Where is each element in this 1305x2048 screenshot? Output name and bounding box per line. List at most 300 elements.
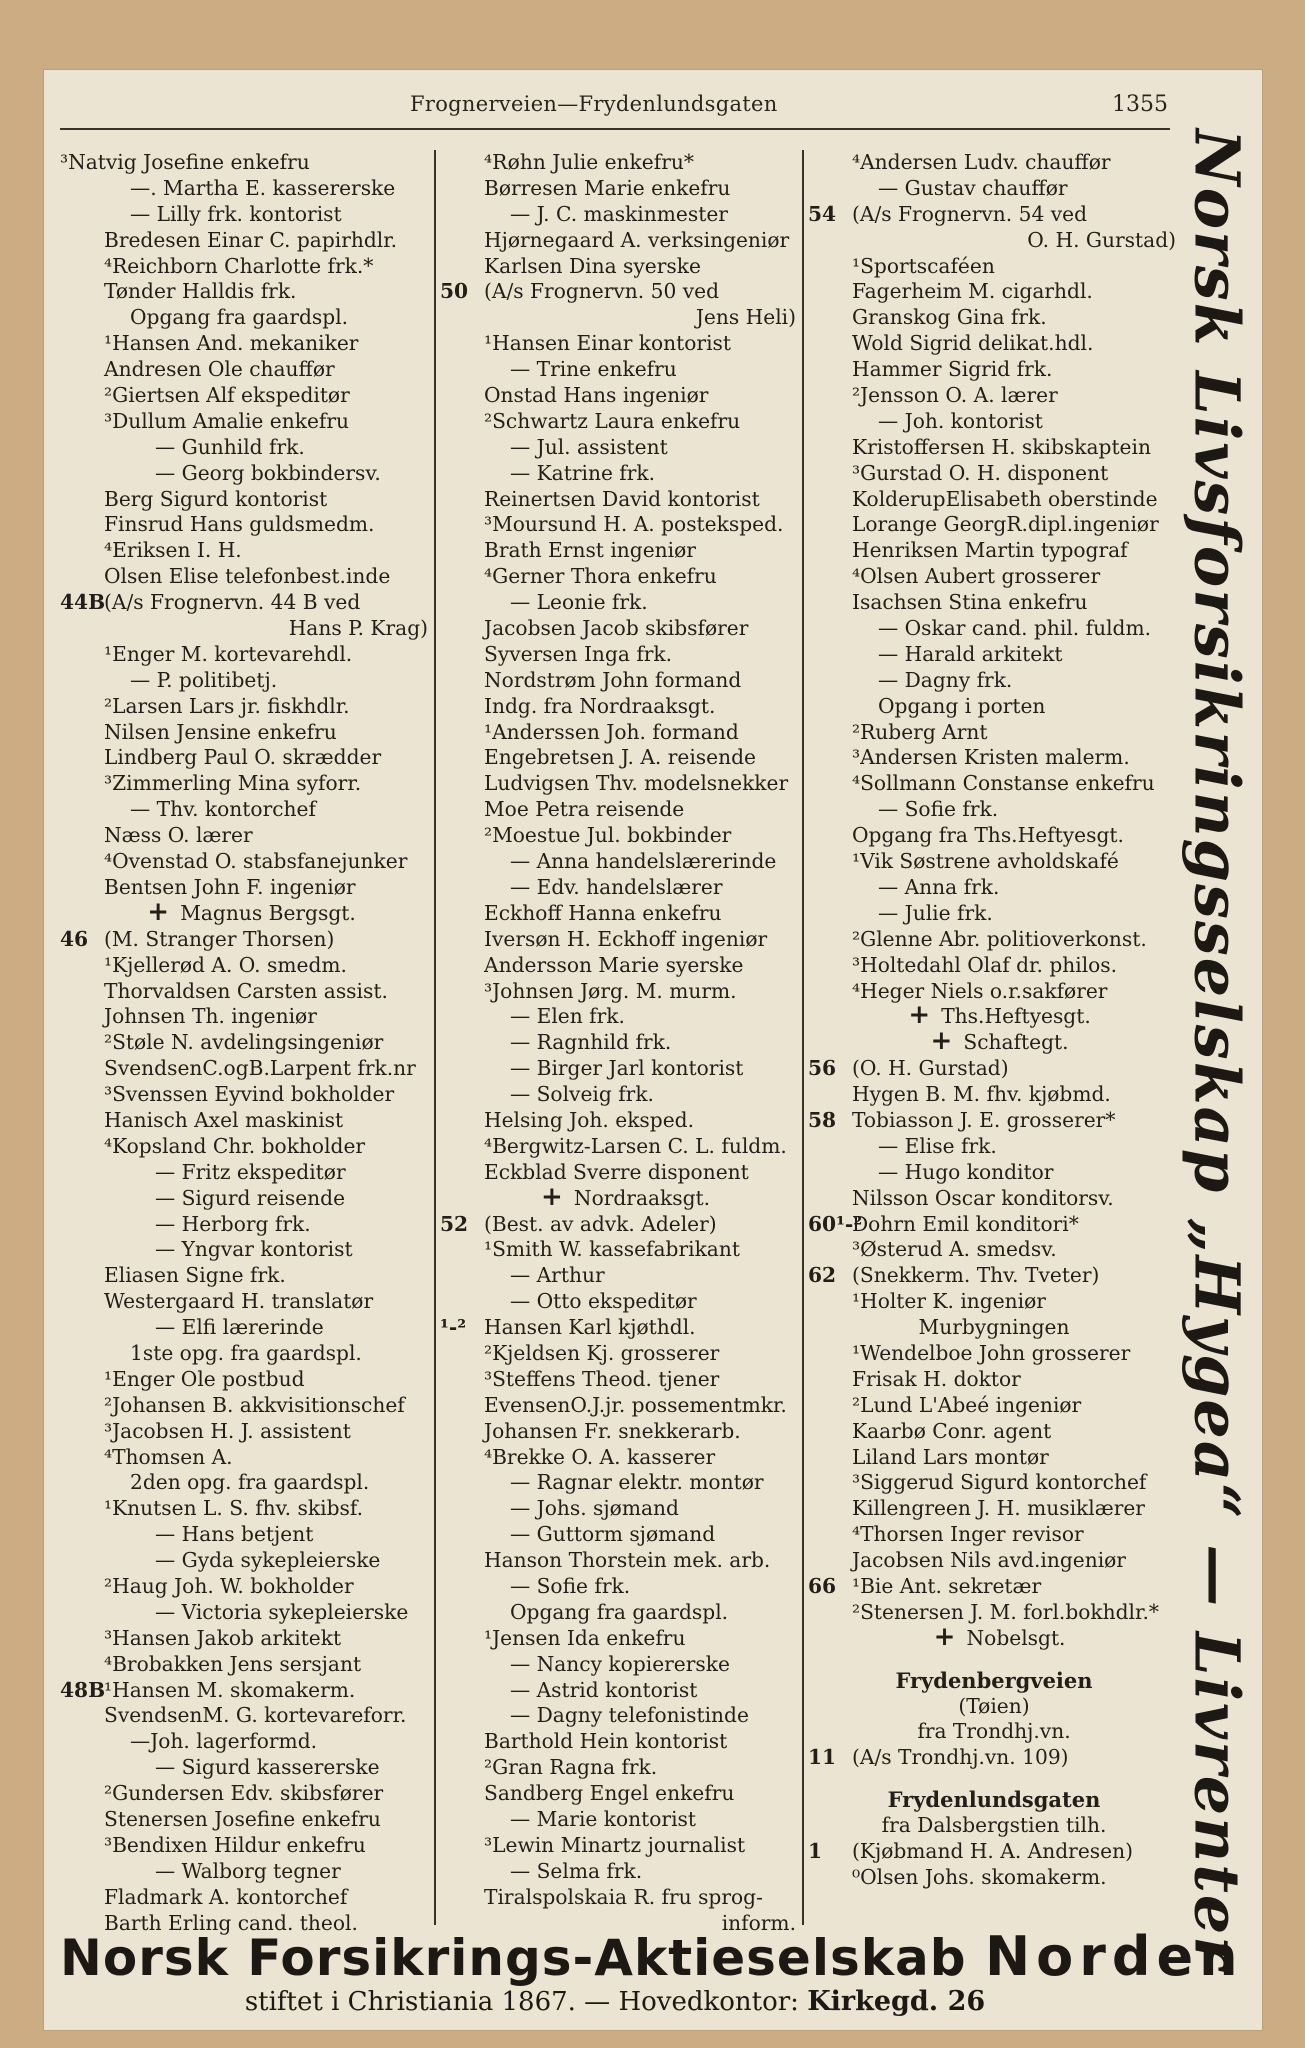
directory-line: [808, 927, 1180, 953]
directory-line: [60, 849, 432, 875]
directory-line: [440, 668, 800, 694]
entry-text: Finsrud Hans guldsmedm.: [104, 512, 375, 537]
directory-line: [808, 1000, 1180, 1031]
entry-text: Dohrn Emil konditori*: [852, 1211, 1079, 1236]
cross-street-marker: +: [541, 1181, 563, 1212]
directory-line: [60, 228, 432, 254]
bottom-ad-company-name: Norden: [984, 1925, 1244, 1988]
entry-text: ¹Hansen And. mekaniker: [104, 331, 359, 356]
directory-line: [440, 771, 800, 797]
directory-line: [60, 1108, 432, 1134]
entry-text: fra Dalsbergstien tilh.: [881, 1813, 1107, 1838]
directory-line: [440, 331, 800, 357]
entry-text: SvendsenC.ogB.Larpent frk.nr: [104, 1056, 416, 1081]
entry-text: — Sofie frk.: [878, 797, 999, 822]
directory-line: [440, 1626, 800, 1652]
directory-line: [60, 1859, 432, 1885]
directory-line: [440, 512, 800, 538]
directory-line: [60, 1082, 432, 1108]
entry-text: ⁴Sollmann Constanse enkefru: [852, 771, 1155, 796]
cross-street-marker: +: [930, 1026, 953, 1057]
entry-text: ¹Anderssen Joh. formand: [484, 719, 739, 744]
directory-line: [808, 1445, 1180, 1471]
directory-line: [808, 1341, 1180, 1367]
entry-text: ¹Wendelboe John grosserer: [852, 1340, 1131, 1365]
directory-line: [60, 512, 432, 538]
directory-line: [808, 771, 1180, 797]
entry-text: — Herborg frk.: [155, 1211, 311, 1236]
entry-text: ³Holtedahl Olaf dr. philos.: [852, 952, 1118, 977]
directory-line: [60, 1445, 432, 1471]
directory-line: [60, 1781, 432, 1807]
entry-text: — Elfi lærerinde: [155, 1315, 324, 1340]
entry-text: — Katrine frk.: [510, 460, 656, 485]
entry-text: — Dagny telefonistinde: [510, 1703, 749, 1728]
entry-text: ¹Enger Ole postbud: [104, 1366, 305, 1391]
column-3: [808, 150, 1180, 1891]
directory-line: [440, 1263, 800, 1289]
entry-text: inform.: [721, 1910, 796, 1935]
directory-line: [808, 1212, 1180, 1238]
entry-text: ⁰Olsen Johs. skomakerm.: [852, 1864, 1107, 1889]
directory-line: [808, 823, 1180, 849]
directory-line: [440, 1833, 800, 1859]
directory-line: [60, 305, 432, 331]
directory-line: [440, 435, 800, 461]
page-number: 1355: [1112, 92, 1168, 117]
entry-text: — Lilly frk. kontorist: [130, 201, 342, 226]
house-number: 58: [808, 1107, 837, 1132]
directory-line: [60, 1393, 432, 1419]
entry-text: Hans P. Krag): [288, 616, 428, 641]
directory-line: [808, 1315, 1180, 1341]
directory-line: [808, 228, 1180, 254]
entry-text: — P. politibetj.: [130, 667, 278, 692]
entry-text: Wold Sigrid delikat.hdl.: [852, 331, 1094, 356]
entry-text: Eckblad Sverre disponent: [484, 1159, 749, 1184]
cross-street-marker: +: [933, 1621, 956, 1652]
entry-text: Lindberg Paul O. skrædder: [104, 745, 382, 770]
bottom-ad-founded: stiftet i Christiania 1867. — Hovedkontor:: [244, 1987, 799, 2017]
entry-text: ²Ruberg Arnt: [852, 719, 988, 744]
directory-line: [60, 1652, 432, 1678]
directory-line: [440, 1030, 800, 1056]
directory-line: [60, 1678, 432, 1704]
directory-line: [60, 1030, 432, 1056]
entry-text: Nilsson Oscar konditorsv.: [852, 1185, 1114, 1210]
directory-line: [440, 1082, 800, 1108]
directory-line: [808, 538, 1180, 564]
entry-text: ³Dullum Amalie enkefru: [104, 408, 350, 433]
directory-line: [440, 1574, 800, 1600]
directory-line: [440, 1470, 800, 1496]
entry-text: Murbygningen: [918, 1315, 1070, 1340]
entry-text: Westergaard H. translatør: [104, 1289, 374, 1314]
directory-line: [440, 1056, 800, 1082]
section-gap: [808, 1652, 1180, 1668]
directory-line: [440, 1237, 800, 1263]
entry-text: — Georg bokbindersv.: [155, 460, 381, 485]
entry-text: ⁴Kopsland Chr. bokholder: [104, 1133, 366, 1158]
entry-text: Barthold Hein kontorist: [484, 1729, 728, 1754]
directory-line: [440, 538, 800, 564]
entry-text: — Solveig frk.: [510, 1082, 654, 1107]
directory-line: [808, 1160, 1180, 1186]
entry-text: ³Bendixen Hildur enkefru: [104, 1832, 366, 1857]
entry-text: Johansen Fr. snekkerarb.: [484, 1418, 741, 1443]
directory-line: [60, 1004, 432, 1030]
entry-text: — Yngvar kontorist: [155, 1237, 353, 1262]
house-number: 52: [440, 1211, 469, 1236]
directory-line: [808, 1694, 1180, 1720]
directory-line: [440, 590, 800, 616]
entry-text: Tønder Halldis frk.: [104, 279, 297, 304]
entry-text: ²Gran Ragna frk.: [484, 1755, 658, 1780]
entry-text: Schaftegt.: [963, 1030, 1069, 1055]
entry-text: — J. C. maskinmester: [510, 201, 728, 226]
entry-text: Opgang i porten: [878, 693, 1046, 718]
entry-text: — Astrid kontorist: [510, 1677, 698, 1702]
entry-text: ²Haug Joh. W. bokholder: [104, 1573, 354, 1598]
entry-text: ⁴Brobakken Jens sersjant: [104, 1651, 362, 1676]
entry-text: (Best. av advk. Adeler): [484, 1211, 717, 1236]
entry-text: Karlsen Dina syerske: [484, 253, 701, 278]
entry-text: EvensenO.J.jr. possementmkr.: [484, 1392, 787, 1417]
directory-line: [60, 1600, 432, 1626]
entry-text: ¹Enger M. kortevarehdl.: [104, 641, 353, 666]
entry-text: ³Hansen Jakob arkitekt: [104, 1625, 342, 1650]
directory-line: [440, 1160, 800, 1186]
directory-line: [440, 1341, 800, 1367]
directory-line: [440, 1367, 800, 1393]
entry-text: — Trine enkefru: [510, 357, 677, 382]
directory-line: [60, 979, 432, 1005]
directory-line: [808, 1470, 1180, 1496]
directory-line: [60, 538, 432, 564]
house-number: 1: [808, 1839, 823, 1863]
page-title: Frognerveien—Frydenlundsgaten: [410, 92, 778, 116]
entry-text: — Anna frk.: [878, 874, 1000, 899]
cross-street-marker: +: [147, 896, 170, 927]
column-divider-1: [434, 150, 436, 1925]
entry-text: Helsing Joh. eksped.: [484, 1107, 694, 1132]
directory-line: [60, 590, 432, 616]
entry-text: ⁴Reichborn Charlotte frk.*: [104, 253, 374, 278]
directory-line: [808, 616, 1180, 642]
entry-text: Kristoffersen H. skibskaptein: [852, 434, 1151, 459]
entry-text: Hanisch Axel maskinist: [104, 1107, 344, 1132]
entry-text: Berg Sigurd kontorist: [104, 486, 328, 511]
house-number: 44B: [60, 590, 106, 615]
entry-text: ³Steffens Theod. tjener: [484, 1366, 720, 1391]
entry-text: ¹Vik Søstrene avholdskafé: [852, 849, 1119, 874]
directory-line: [808, 564, 1180, 590]
entry-text: Olsen Elise telefonbest.inde: [104, 564, 391, 589]
directory-line: [440, 927, 800, 953]
directory-line: [440, 487, 800, 513]
house-number: ¹-²: [440, 1315, 467, 1340]
entry-text: Tiralspolskaia R. fru sprog-: [484, 1884, 763, 1909]
house-number: 46: [60, 926, 89, 951]
section-gap: [808, 1771, 1180, 1787]
directory-line: [440, 1212, 800, 1238]
entry-text: Opgang fra gaardspl.: [130, 305, 349, 330]
entry-text: — Julie frk.: [878, 900, 993, 925]
directory-line: [440, 616, 800, 642]
entry-text: ¹Kjellerød A. O. smedm.: [104, 952, 347, 977]
directory-line: [440, 461, 800, 487]
entry-text: — Fritz ekspeditør: [155, 1159, 346, 1184]
entry-text: Hansen Karl kjøthdl.: [484, 1315, 696, 1340]
directory-line: [60, 642, 432, 668]
entry-text: — Gustav chauffør: [878, 175, 1068, 200]
entry-text: — Elise frk.: [878, 1133, 997, 1158]
directory-line: [808, 1263, 1180, 1289]
entry-text: ⁴Eriksen I. H.: [104, 538, 242, 563]
directory-line: [808, 953, 1180, 979]
entry-text: Ths.Heftyesgt.: [941, 1004, 1091, 1029]
directory-line: [440, 1108, 800, 1134]
directory-line: [440, 1419, 800, 1445]
entry-text: — Gyda sykepleierske: [155, 1548, 381, 1573]
directory-line: [808, 202, 1180, 228]
directory-line: [808, 720, 1180, 746]
side-ad-text: Norsk Livsforsikringsselskap „Hygea“ — Livrenter: [1180, 129, 1254, 1971]
directory-line: [60, 1755, 432, 1781]
entry-text: ²Støle N. avdelingsingeniør: [104, 1030, 384, 1055]
entry-text: ⁴Ovenstad O. stabsfanejunker: [104, 849, 408, 874]
entry-text: ¹Knutsen L. S. fhv. skibsf.: [104, 1496, 364, 1521]
entry-text: — Otto ekspeditør: [510, 1289, 697, 1314]
directory-line: [440, 1315, 800, 1341]
directory-line: [60, 1729, 432, 1755]
entry-text: Johnsen Th. ingeniør: [104, 1004, 317, 1029]
directory-line: [808, 745, 1180, 771]
entry-text: ⁴Brekke O. A. kasserer: [484, 1444, 716, 1469]
entry-text: (A/s Frognervn. 54 ved: [852, 201, 1087, 226]
directory-line: [808, 435, 1180, 461]
entry-text: ³Siggerud Sigurd kontorchef: [852, 1470, 1147, 1495]
directory-line: [440, 1859, 800, 1885]
directory-line: [440, 1807, 800, 1833]
entry-text: Andersson Marie syerske: [484, 952, 744, 977]
entry-text: ²Stenersen J. M. forl.bokhdlr.*: [852, 1599, 1159, 1624]
entry-text: — Oskar cand. phil. fuldm.: [878, 616, 1152, 641]
entry-text: — Birger Jarl kontorist: [510, 1056, 744, 1081]
house-number: 11: [808, 1745, 837, 1770]
entry-text: ²Larsen Lars jr. fiskhdlr.: [104, 693, 350, 718]
house-number: 54: [808, 201, 837, 226]
entry-text: Jens Heli): [695, 305, 796, 330]
entry-text: Lorange GeorgR.dipl.ingeniør: [852, 512, 1159, 537]
directory-line: [60, 1186, 432, 1212]
entry-text: Hammer Sigrid frk.: [852, 357, 1053, 382]
column-2: [440, 150, 800, 1936]
directory-line: [440, 1181, 800, 1212]
entry-text: ³Østerud A. smedsv.: [852, 1237, 1057, 1262]
directory-line: [60, 331, 432, 357]
directory-line: [60, 1885, 432, 1911]
entry-text: — Sigurd kassererske: [155, 1755, 380, 1780]
street-heading: [808, 1787, 1180, 1813]
entry-text: (A/s Frognervn. 50 ved: [484, 279, 719, 304]
entry-text: ²Schwartz Laura enkefru: [484, 408, 741, 433]
entry-text: Bentsen John F. ingeniør: [104, 874, 356, 899]
directory-line: [808, 1082, 1180, 1108]
entry-text: 1ste opg. fra gaardspl.: [130, 1340, 362, 1365]
directory-line: [60, 1056, 432, 1082]
entry-text: —. Martha E. kassererske: [130, 175, 396, 200]
entry-text: ²Moestue Jul. bokbinder: [484, 823, 732, 848]
directory-line: [440, 1729, 800, 1755]
entry-text: Nobelsgt.: [966, 1625, 1066, 1650]
entry-text: Eliasen Signe frk.: [104, 1263, 286, 1288]
directory-line: [808, 1813, 1180, 1839]
entry-text: KolderupElisabeth oberstinde: [852, 486, 1158, 511]
directory-line: [440, 823, 800, 849]
entry-text: Frisak H. doktor: [852, 1366, 1021, 1391]
entry-text: ³Andersen Kristen malerm.: [852, 745, 1130, 770]
directory-line: [808, 1134, 1180, 1160]
entry-text: ⁴Thorsen Inger revisor: [852, 1522, 1084, 1547]
directory-line: [440, 642, 800, 668]
house-number: 48B: [60, 1677, 106, 1702]
entry-text: ²Lund L'Abeé ingeniør: [852, 1392, 1082, 1417]
directory-line: [808, 487, 1180, 513]
directory-line: [808, 357, 1180, 383]
bottom-ad-address: Kirkegd. 26: [807, 1986, 986, 2017]
directory-line: [60, 896, 432, 927]
bottom-ad-company: Norsk Forsikrings-Aktieselskab: [60, 1929, 967, 1987]
entry-text: ¹Bie Ant. sekretær: [852, 1573, 1042, 1598]
directory-line: [60, 254, 432, 280]
directory-line: [60, 383, 432, 409]
entry-text: ⁴Bergwitz-Larsen C. L. fuldm.: [484, 1133, 787, 1158]
entry-text: Stenersen Josefine enkefru: [104, 1807, 381, 1831]
directory-line: [808, 331, 1180, 357]
entry-text: Kaarbø Conr. agent: [852, 1418, 1052, 1443]
entry-text: Nordraaksgt.: [573, 1185, 711, 1210]
directory-line: [808, 979, 1180, 1005]
entry-text: (M. Stranger Thorsen): [104, 926, 335, 951]
directory-line: [60, 1574, 432, 1600]
directory-line: [60, 927, 432, 953]
entry-text: (A/s Trondhj.vn. 109): [852, 1745, 1069, 1770]
directory-line: [440, 202, 800, 228]
directory-line: [440, 1703, 800, 1729]
house-number: 50: [440, 279, 469, 304]
directory-line: [60, 823, 432, 849]
entry-text: Fagerheim M. cigarhdl.: [852, 279, 1093, 304]
entry-text: Reinertsen David kontorist: [484, 486, 760, 511]
directory-line: [440, 254, 800, 280]
entry-text: — Sofie frk.: [510, 1573, 631, 1598]
directory-line: [440, 901, 800, 927]
entry-text: — Harald arkitekt: [878, 641, 1063, 666]
directory-line: [440, 1445, 800, 1471]
directory-line: [808, 1522, 1180, 1548]
directory-line: [440, 979, 800, 1005]
bottom-advertisement-subtitle: [60, 1986, 1170, 2017]
directory-line: [60, 745, 432, 771]
entry-text: ³Gurstad O. H. disponent: [852, 460, 1109, 485]
directory-line: [440, 720, 800, 746]
directory-line: [808, 1600, 1180, 1626]
directory-line: [60, 1626, 432, 1652]
entry-text: Thorvaldsen Carsten assist.: [104, 978, 388, 1003]
directory-line: [808, 1548, 1180, 1574]
directory-line: [440, 875, 800, 901]
directory-line: [440, 1678, 800, 1704]
directory-line: [60, 1341, 432, 1367]
directory-line: [808, 461, 1180, 487]
entry-text: — Ragnhild frk.: [510, 1030, 672, 1055]
directory-line: [440, 564, 800, 590]
directory-line: [60, 771, 432, 797]
directory-line: [440, 1652, 800, 1678]
directory-line: [440, 279, 800, 305]
directory-line: [440, 797, 800, 823]
directory-line: [808, 1026, 1180, 1057]
entry-text: ²Gundersen Edv. skibsfører: [104, 1781, 384, 1806]
entry-text: Iversøn H. Eckhoff ingeniør: [484, 926, 768, 951]
street-heading: [808, 1668, 1180, 1694]
directory-line: [60, 797, 432, 823]
entry-text: ²Kjeldsen Kj. grosserer: [484, 1340, 720, 1365]
directory-line: [60, 1833, 432, 1859]
entry-text: ¹Hansen Einar kontorist: [484, 331, 731, 356]
entry-text: ³Zimmerling Mina syforr.: [104, 771, 362, 796]
directory-line: [808, 1745, 1180, 1771]
directory-line: [808, 254, 1180, 280]
directory-line: [808, 1496, 1180, 1522]
entry-text: ⁴Heger Niels o.r.sakfører: [852, 978, 1108, 1003]
directory-line: [440, 1289, 800, 1315]
entry-text: Liland Lars montør: [852, 1444, 1049, 1469]
entry-text: (Kjøbmand H. A. Andresen): [852, 1839, 1133, 1863]
entry-text: Hanson Thorstein mek. arb.: [484, 1548, 771, 1573]
directory-line: [60, 1367, 432, 1393]
directory-line: [440, 383, 800, 409]
directory-line: [808, 1108, 1180, 1134]
entry-text: ⁴Gerner Thora enkefru: [484, 564, 717, 589]
entry-text: fra Trondhj.vn.: [917, 1719, 1071, 1744]
column-1: [60, 150, 432, 1936]
directory-line: [440, 1004, 800, 1030]
directory-line: [440, 305, 800, 331]
directory-line: [440, 409, 800, 435]
directory-line: [808, 1237, 1180, 1263]
entry-text: ¹Jensen Ida enkefru: [484, 1625, 686, 1650]
entry-text: Indg. fra Nordraaksgt.: [484, 693, 716, 718]
directory-line: [60, 1703, 432, 1729]
entry-text: Nordstrøm John formand: [484, 667, 742, 692]
directory-line: [440, 228, 800, 254]
entry-text: ³Jacobsen H. J. assistent: [104, 1418, 351, 1443]
entry-text: Opgang fra Ths.Heftyesgt.: [852, 823, 1124, 848]
entry-text: ³Johnsen Jørg. M. murm.: [484, 978, 737, 1003]
entry-text: Moe Petra reisende: [484, 797, 685, 822]
entry-text: Granskog Gina frk.: [852, 305, 1047, 330]
entry-text: — Johs. sjømand: [510, 1496, 679, 1521]
entry-text: Barth Erling cand. theol.: [104, 1910, 358, 1935]
directory-line: [60, 1496, 432, 1522]
directory-line: [808, 1289, 1180, 1315]
entry-text: Nilsen Jensine enkefru: [104, 719, 337, 744]
bottom-advertisement-title: [60, 1925, 1244, 1988]
entry-text: ³Svenssen Eyvind bokholder: [104, 1082, 395, 1107]
entry-text: 2den opg. fra gaardspl.: [130, 1470, 370, 1495]
